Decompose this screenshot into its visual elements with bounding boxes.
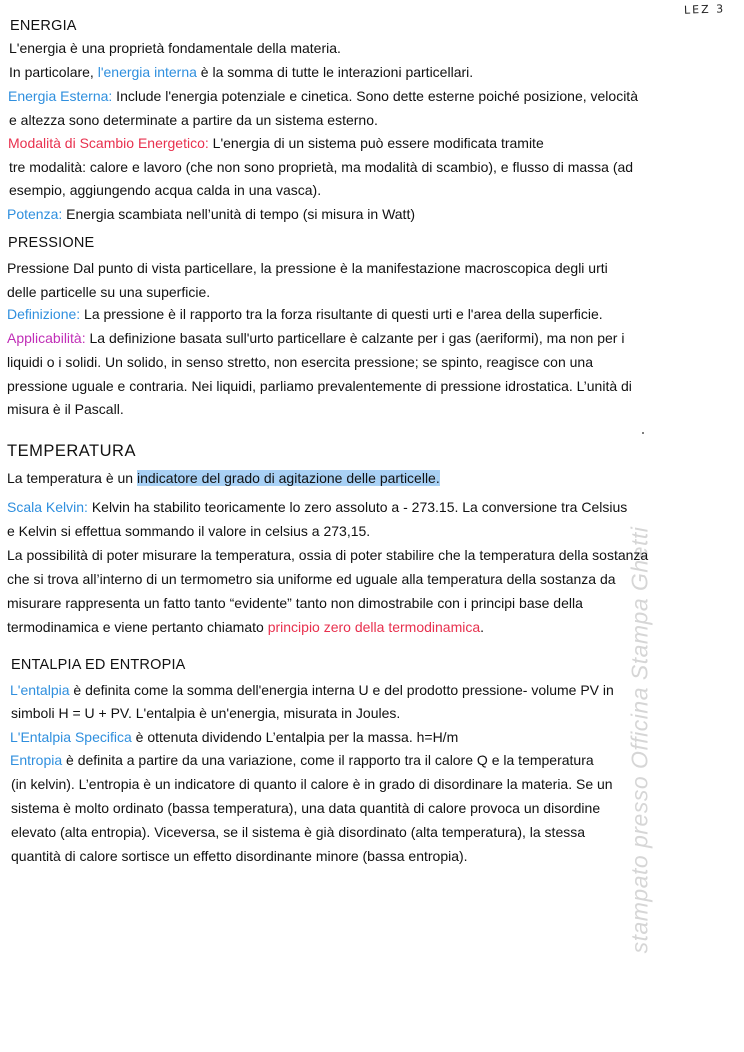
section-title-temperatura: TEMPERATURA — [7, 442, 136, 460]
stray-dot — [642, 432, 644, 434]
entalpia-line-7: elevato (alta entropia). Viceversa, se il sistema è già disordinato (alta temperatura), la stessa — [11, 824, 586, 840]
entalpia-line-2: simboli H = U + PV. L'entalpia è un'energia, misurata in Joules. — [11, 705, 401, 721]
term-potenza: Potenza: — [7, 206, 63, 222]
entalpia-line-3: L'Entalpia Specifica è ottenuta dividendo L’entalpia per la massa. h=H/m — [10, 729, 459, 745]
entalpia-line-1: L'entalpia è definita come la somma dell'energia interna U e del prodotto pressione- volume PV in — [10, 682, 614, 698]
section-title-pressione: PRESSIONE — [8, 235, 95, 251]
term-entropia: Entropia — [10, 752, 63, 768]
temperatura-line-3: e Kelvin si effettua sommando il valore in celsius a 273,15. — [7, 523, 371, 539]
pressione-line-3: Definizione: La pressione è il rapporto tra la forza risultante di questi urti e l'area della superficie. — [7, 306, 603, 322]
watermark: stampato presso Officina Stampa Ghetti — [626, 526, 653, 954]
energia-line-7: esempio, aggiungendo acqua calda in una vasca). — [9, 182, 322, 198]
pressione-line-6: pressione uguale e contraria. Nei liquidi, parliamo prevalentemente di pressione idrostatica. L’unità di — [7, 378, 632, 394]
energia-line-5: Modalità di Scambio Energetico: L'energia di un sistema può essere modificata tramite — [8, 135, 544, 151]
energia-line-2: In particolare, l'energia interna è la somma di tutte le interazioni particellari. — [9, 64, 474, 80]
temperatura-line-4: La possibilità di poter misurare la temperatura, ossia di poter stabilire che la temperatura della sostanza — [7, 547, 649, 563]
term-scala-kelvin: Scala Kelvin: — [7, 499, 88, 515]
energia-line-4: e altezza sono determinate a partire da un sistema esterno. — [9, 112, 378, 128]
pressione-line-1: Pressione Dal punto di vista particellare, la pressione è la manifestazione macroscopica degli urti — [7, 260, 608, 276]
section-title-entalpia: ENTALPIA ED ENTROPIA — [11, 657, 186, 673]
term-energia-esterna: Energia Esterna: — [8, 88, 113, 104]
section-title-energia: ENERGIA — [10, 18, 77, 34]
entalpia-line-5: (in kelvin). L’entropia è un indicatore di quanto il calore è in grado di disordinare la materia. Se un — [11, 776, 613, 792]
term-principio-zero: principio zero della termodinamica — [267, 619, 481, 635]
entalpia-line-8: quantità di calore sortisce un effetto disordinante minore (bassa entropia). — [11, 848, 468, 864]
temperatura-line-1: La temperatura è un indicatore del grado di agitazione delle particelle. — [7, 470, 440, 486]
entalpia-line-4: Entropia è definita a partire da una variazione, come il rapporto tra il calore Q e la temperatura — [10, 752, 594, 768]
pressione-line-7: misura è il Pascall. — [7, 401, 124, 417]
pressione-line-4: Applicabilità: La definizione basata sull'urto particellare è calzante per i gas (aeriformi), ma non per i — [7, 330, 625, 346]
energia-line-1: L'energia è una proprietà fondamentale della materia. — [9, 40, 341, 56]
entalpia-line-6: sistema è molto ordinato (bassa temperatura), una data quantità di calore provoca un disordine — [11, 800, 601, 816]
term-entalpia-specifica: L'Entalpia Specifica — [10, 729, 132, 745]
temperatura-line-7: termodinamica e viene pertanto chiamato principio zero della termodinamica. — [7, 619, 485, 635]
pressione-line-5: liquidi o i solidi. Un solido, in senso stretto, non esercita pressione; se spinto, reagisce con una — [7, 354, 593, 370]
lesson-number-note: LEZ 3 — [683, 2, 726, 17]
pressione-line-2: delle particelle su una superficie. — [7, 284, 211, 300]
energia-line-8: Potenza: Energia scambiata nell’unità di tempo (si misura in Watt) — [7, 206, 415, 222]
temperatura-line-6: misurare rappresenta un fatto tanto “evidente” tanto non dimostrabile con i principi base della — [7, 595, 583, 611]
term-energia-interna: l'energia interna — [97, 64, 197, 80]
highlighted-definition: indicatore del grado di agitazione delle particelle. — [136, 470, 440, 486]
term-modalita-scambio: Modalità di Scambio Energetico: — [8, 135, 209, 151]
temperatura-line-2: Scala Kelvin: Kelvin ha stabilito teoricamente lo zero assoluto a - 273.15. La conversione tra Celsius — [7, 499, 628, 515]
term-applicabilita: Applicabilità: — [7, 330, 86, 346]
term-entalpia: L'entalpia — [10, 682, 70, 698]
temperatura-line-5: che si trova all’interno di un termometro sia uniforme ed uguale alla temperatura della sostanza da — [7, 571, 616, 587]
term-definizione: Definizione: — [7, 306, 81, 322]
energia-line-3: Energia Esterna: Include l'energia potenziale e cinetica. Sono dette esterne poiché posizione, velocità — [8, 88, 638, 104]
energia-line-6: tre modalità: calore e lavoro (che non sono proprietà, ma modalità di scambio), e flusso di massa (ad — [9, 159, 634, 175]
